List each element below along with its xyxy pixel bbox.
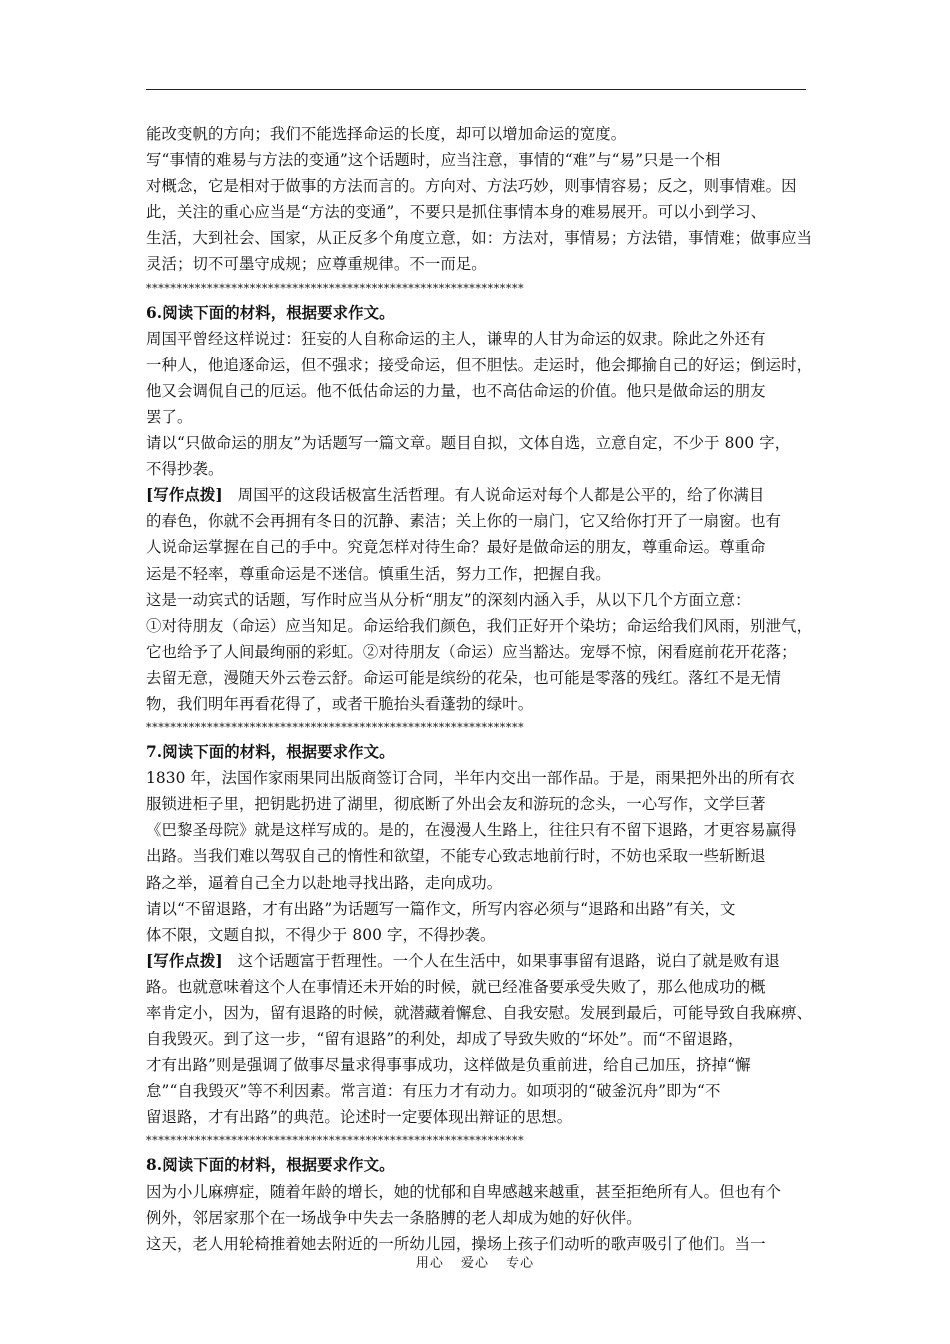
writing-tip-line [146, 482, 811, 508]
text-line: 物，我们明年再看花得了，或者干脆抬头看蓬勃的绿叶。 [146, 694, 534, 713]
text-line: 一种人，他追逐命运，但不强求；接受命运，但不胆怯。走运时，他会揶揄自己的好运；倒运时， [146, 355, 813, 374]
separator: ************************************************************** [146, 721, 525, 735]
text-line: 怠”“自我毁灭”等不利因素。常言道：有压力才有动力。如项羽的“破釜沉舟”即为“不 [146, 1082, 721, 1101]
text-line: 写“事情的难易与方法的变通”这个话题时，应当注意，事情的“难”与“易”只是一个相 [146, 151, 721, 170]
text-line: 的春色，你就不会再拥有冬日的沉静、素洁；关上你的一扇门，它又给你打开了一扇窗。也有 [146, 512, 782, 531]
footer-text: 专心 [506, 1256, 535, 1271]
text-line: 例外，邻居家那个在一场战争中失去一条胳膊的老人却成为她的好伙伴。 [146, 1208, 642, 1227]
section-6 [146, 300, 811, 718]
text-line: 周国平曾经这样说过：狂妄的人自称命运的主人，谦卑的人甘为命运的奴隶。除此之外还有 [146, 329, 766, 348]
section-8 [146, 1152, 811, 1256]
header-rule [146, 89, 806, 90]
separator: ************************************************************** [146, 281, 525, 295]
text-line: 出路。当我们难以驾驭自己的惰性和欲望，不能专心致志地前行时，不妨也采取一些斩断退 [146, 847, 766, 866]
text-line: 请以“不留退路，才有出路”为话题写一篇作文，所写内容必须与“退路和出路”有关，文 [146, 899, 736, 918]
document-body [146, 121, 811, 1257]
intro-paragraph [146, 121, 811, 278]
text-line: 不得抄袭。 [146, 460, 224, 479]
section-7 [146, 739, 811, 1130]
text-line: 生活，大到社会、国家，从正反多个角度立意，如：方法对，事情易；方法错，事情难；做事应当 [146, 229, 813, 248]
text-line: 能改变帆的方向；我们不能选择命运的长度，却可以增加命运的宽度。 [146, 125, 627, 143]
text-line: 这天，老人用轮椅推着她去附近的一所幼儿园，操场上孩子们动听的歌声吸引了他们。当一 [146, 1234, 766, 1253]
text-line: 此，关注的重心应当是“方法的变通”，不要只是抓住事情本身的难易展开。可以小到学习、 [146, 203, 767, 222]
text-line: 《巴黎圣母院》就是这样写成的。是的，在漫漫人生路上，往往只有不留下退路，才更容易赢得 [146, 821, 797, 840]
text-line: 才有出路”则是强调了做事尽量求得事事成功，这样做是负重前进，给自己加压，挤掉“懈 [146, 1056, 751, 1075]
text-line: ①对待朋友（命运）应当知足。命运给我们颜色，我们正好开个染坊；命运给我们风雨，别泄气， [146, 616, 813, 635]
text-line: 因为小儿麻痹症，随着年龄的增长，她的忧郁和自卑感越来越重，甚至拒绝所有人。但也有个 [146, 1182, 782, 1201]
text-line: 运是不轻率，尊重命运是不迷信。慎重生活，努力工作，把握自我。 [146, 564, 611, 583]
separator: ************************************************************** [146, 1134, 525, 1148]
text-line: 1830 年，法国作家雨果同出版商签订合同，半年内交出一部作品。于是，雨果把外出的所有衣 [146, 769, 795, 788]
text-line: 路。也就意味着这个人在事情还未开始的时候，就已经准备要承受失败了，那么他成功的概 [146, 977, 766, 996]
section-heading: 8.阅读下面的材料，根据要求作文。 [146, 1156, 395, 1175]
footer-text: 爱心 [460, 1256, 489, 1271]
text-line: 留退路，才有出路”的典范。论述时一定要体现出辩证的思想。 [146, 1108, 573, 1127]
text-line: 灵活；切不可墨守成规；应尊重规律。不一而足。 [146, 255, 487, 274]
writing-tip-label: [写作点拨] [146, 486, 223, 505]
text-line: 路之举，逼着自己全力以赴地寻找出路，走向成功。 [146, 873, 503, 892]
text-line: 去留无意，漫随天外云卷云舒。命运可能是缤纷的花朵，也可能是零落的残红。落红不是无情 [146, 668, 782, 687]
writing-tip-text: 这个话题富于哲理性。一个人在生活中，如果事事留有退路，说白了就是败有退 [222, 951, 780, 970]
footer-text: 用心 [415, 1256, 444, 1271]
page-footer [0, 1252, 950, 1271]
text-line: 罢了。 [146, 407, 193, 426]
text-line: 体不限，文题自拟，不得少于 800 字，不得抄袭。 [146, 925, 496, 944]
writing-tip-label: [写作点拨] [146, 951, 223, 970]
section-heading: 6.阅读下面的材料，根据要求作文。 [146, 303, 395, 322]
section-heading: 7.阅读下面的材料，根据要求作文。 [146, 743, 395, 762]
text-line: 请以“只做命运的朋友”为话题写一篇文章。题目自拟，文体自选，立意自定，不少于 800 字， [146, 434, 791, 453]
text-line: 人说命运掌握在自己的手中。究竟怎样对待生命？最好是做命运的朋友，尊重命运。尊重命 [146, 538, 766, 557]
text-line: 它也给予了人间最绚丽的彩虹。②对待朋友（命运）应当豁达。宠辱不惊，闲看庭前花开花落； [146, 642, 797, 661]
text-line: 他又会调侃自己的厄运。他不低估命运的力量，也不高估命运的价值。他只是做命运的朋友 [146, 381, 766, 400]
text-line: 这是一动宾式的话题，写作时应当从分析“朋友”的深刻内涵入手，从以下几个方面立意： [146, 590, 751, 609]
text-line: 对概念，它是相对于做事的方法而言的。方向对、方法巧妙，则事情容易；反之，则事情难。因 [146, 177, 797, 196]
text-line: 率肯定小，因为，留有退路的时候，就潜藏着懈怠、自我安慰。发展到最后，可能导致自我麻痹、 [146, 1004, 813, 1022]
writing-tip-text: 周国平的这段话极富生活哲理。有人说命运对每个人都是公平的，给了你满目 [222, 486, 765, 505]
text-line: 服锁进柜子里，把钥匙扔进了湖里，彻底断了外出会友和游玩的念头，一心写作，文学巨著 [146, 795, 766, 814]
writing-tip-line [146, 948, 811, 974]
text-line: 自我毁灭。到了这一步，“留有退路”的利处，却成了导致失败的“坏处”。而“不留退路， [146, 1030, 744, 1049]
